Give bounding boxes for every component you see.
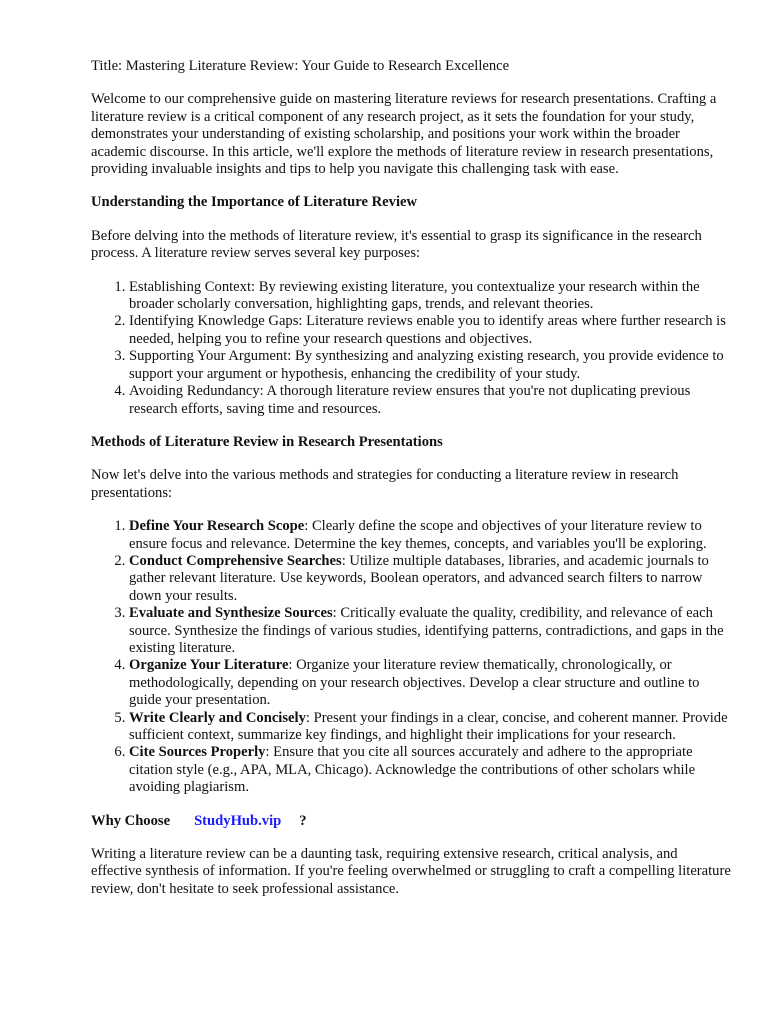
methods-lead-paragraph: Now let's delve into the various methods and strategies for conducting a literature review in research presentations: xyxy=(91,467,679,501)
section-heading-methods: Methods of Literature Review in Research Presentations xyxy=(91,433,443,450)
list-item: 4. Avoiding Redundancy: A thorough literature review ensures that you're not duplicating previous research efforts, saving time and resources. xyxy=(129,383,731,418)
method-term: Evaluate and Synthesize Sources xyxy=(129,605,333,622)
list-item: 3. Supporting Your Argument: By synthesizing and analyzing existing research, you provide evidence to support your argument or hypothesis, enhancing the credibility of your study. xyxy=(129,348,731,383)
list-item: 2. Identifying Knowledge Gaps: Literature reviews enable you to identify areas where further research is needed, helping you to refine your research questions and objectives. xyxy=(129,313,731,348)
list-item xyxy=(129,605,731,657)
why-choose-suffix: ? xyxy=(299,812,307,829)
list-item xyxy=(129,744,731,796)
intro-paragraph: Welcome to our comprehensive guide on mastering literature reviews for research presentations. Crafting a literature review is a critical component of any research project, as it sets the foundation for your study, demonstrates your understanding of existing scholarship, and positions your work within the broader academic discourse. In this article, we'll explore the methods of literature review in research presentations, providing invaluable insights and tips to help you navigate this challenging task with ease. xyxy=(91,91,717,178)
document-page xyxy=(91,58,731,914)
method-description: : Critically evaluate the quality, credibility, and relevance of each source. Synthesize the findings of various studies, identifying patterns, contradictions, and gaps in the existing literature. xyxy=(129,605,724,656)
method-description: : Utilize multiple databases, libraries, and academic journals to gather relevant literature. Use keywords, Boolean operators, and advanced search filters to narrow down your results. xyxy=(129,552,709,604)
why-choose-heading xyxy=(91,813,731,830)
list-item: 1. Establishing Context: By reviewing existing literature, you contextualize your research within the broader scholarly conversation, highlighting gaps, trends, and relevant theories. xyxy=(129,279,731,314)
method-term: Cite Sources Properly xyxy=(129,744,266,761)
method-description: : Clearly define the scope and objectives of your literature review to ensure focus and relevance. Determine the key themes, concepts, and variables you'll be exploring. xyxy=(129,518,707,552)
method-term: Write Clearly and Concisely xyxy=(129,709,306,726)
importance-list xyxy=(91,279,731,418)
methods-list xyxy=(91,518,731,797)
document-title: Title: Mastering Literature Review: Your Guide to Research Excellence xyxy=(91,58,510,74)
list-item xyxy=(129,553,731,605)
studyhub-link[interactable]: StudyHub.vip xyxy=(194,812,282,829)
why-choose-prefix: Why Choose xyxy=(91,812,171,829)
method-description: : Present your findings in a clear, concise, and coherent manner. Provide sufficient context, summarize key findings, and highlight their implications for your research. xyxy=(129,709,728,743)
method-term: Conduct Comprehensive Searches xyxy=(129,552,342,569)
section-heading-importance: Understanding the Importance of Literature Review xyxy=(91,194,418,211)
list-item xyxy=(129,518,731,553)
method-description: : Organize your literature review thematically, chronologically, or methodologically, depending on your research objectives. Develop a clear structure and outline to guide your presentation. xyxy=(129,657,700,709)
list-item xyxy=(129,657,731,709)
why-choose-paragraph: Writing a literature review can be a daunting task, requiring extensive research, critical analysis, and effective synthesis of information. If you're feeling overwhelmed or struggling to craft a compelling literature review, don't hesitate to seek professional assistance. xyxy=(91,846,731,897)
method-description: : Ensure that you cite all sources accurately and adhere to the appropriate citation style (e.g., APA, MLA, Chicago). Acknowledge the contributions of other scholars while avoiding plagiarism. xyxy=(129,744,696,796)
method-term: Define Your Research Scope xyxy=(129,518,305,535)
list-item xyxy=(129,710,731,745)
importance-lead-paragraph: Before delving into the methods of literature review, it's essential to grasp its significance in the research process. A literature review serves several key purposes: xyxy=(91,227,702,262)
method-term: Organize Your Literature xyxy=(129,657,289,674)
